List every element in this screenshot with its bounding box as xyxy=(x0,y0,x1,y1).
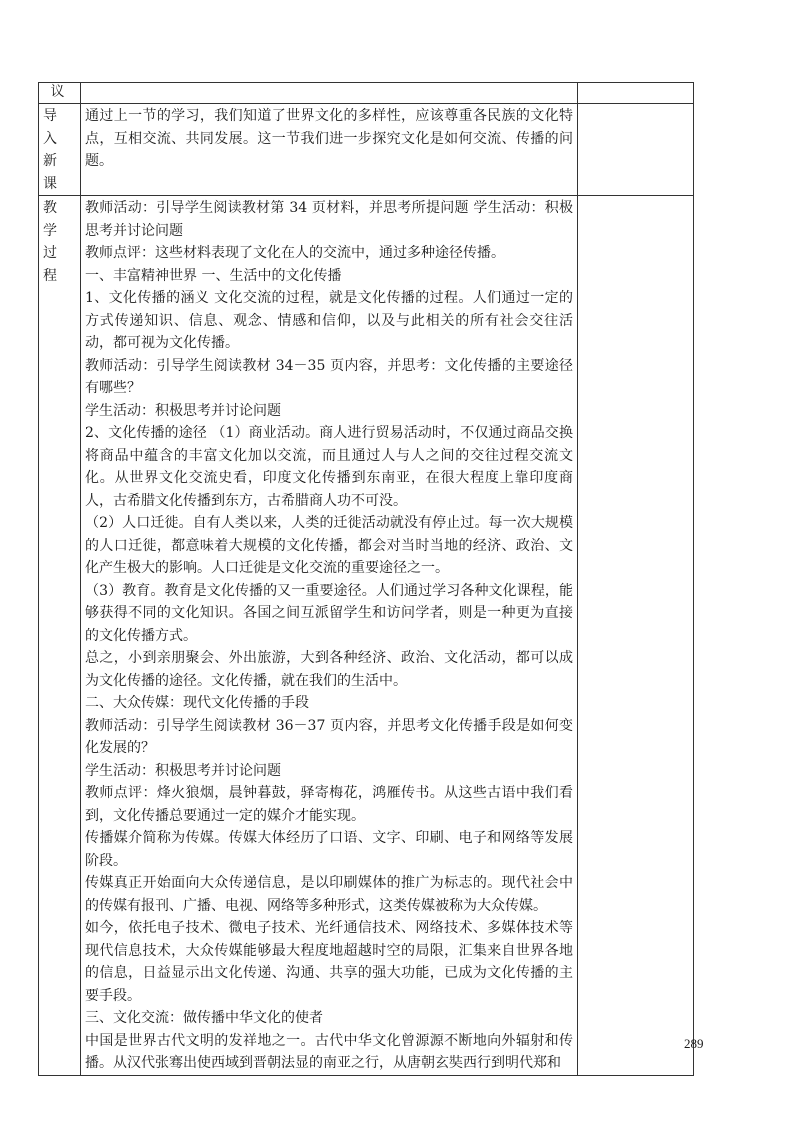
top-row-content xyxy=(81,83,578,104)
table-row-process xyxy=(39,196,694,1076)
process-paragraph: 1、文化传播的涵义 文化交流的过程，就是文化传播的过程。人们通过一定的方式传递知识、信息、观念、情感和信仰，以及与此相关的所有社会交往活动，都可视为文化传播。 xyxy=(85,290,573,351)
row-label-process: 教学过程 xyxy=(39,196,81,1076)
process-paragraph: 传媒真正开始面向大众传递信息，是以印刷媒体的推广为标志的。现代社会中的传媒有报刊、广播、电视、网络等多种形式，这类传媒被称为大众传媒。 xyxy=(85,875,573,914)
section-heading: 一、丰富精神世界 一、生活中的文化传播 xyxy=(85,267,342,284)
intro-paragraph: 通过上一节的学习，我们知道了世界文化的多样性，应该尊重各民族的文化特点，互相交流、共同发展。这一节我们进一步探究文化是如何交流、传播的问题。 xyxy=(85,108,573,169)
process-paragraph: （2）人口迁徙。自有人类以来，人类的迁徙活动就没有停止过。每一次大规模的人口迁徙，都意味着大规模的文化传播，都会对当时当地的经济、政治、文化产生极大的影响。人口迁徙是文化交流的重要途径之一。 xyxy=(85,515,573,576)
process-paragraph: 如今，依托电子技术、微电子技术、光纤通信技术、网络技术、多媒体技术等现代信息技术，大众传媒能够最大程度地超越时空的局限，汇集来自世界各地的信息，日益显示出文化传递、沟通、共享的强大功能，已成为文化传播的主要手段。 xyxy=(85,920,573,1004)
table-row-top xyxy=(39,83,694,104)
process-paragraph: 中国是世界古代文明的发祥地之一。古代中华文化曾源源不断地向外辐射和传播。从汉代张骞出使西域到晋朝法显的南亚之行，从唐朝玄奘西行到明代郑和 xyxy=(85,1032,573,1071)
section-heading: 二、大众传媒：现代文化传播的手段 xyxy=(85,695,309,711)
top-row-notes xyxy=(578,83,694,104)
intro-content xyxy=(81,104,578,196)
process-paragraph: （3）教育。教育是文化传播的又一重要途径。人们通过学习各种文化课程，能够获得不同的文化知识。各国之间互派留学生和访问学者，则是一种更为直接的文化传播方式。 xyxy=(85,582,573,644)
lesson-plan-table xyxy=(38,82,694,1076)
page-number: 289 xyxy=(684,1036,704,1051)
process-paragraph: 学生活动：积极思考并讨论问题 xyxy=(85,762,281,779)
process-paragraph: 教师点评：这些材料表现了文化在人的交流中，通过多种途径传播。 xyxy=(85,245,505,261)
process-paragraph: 教师活动：引导学生阅读教材 36－37 页内容，并思考文化传播手段是如何变化发展的？ xyxy=(85,717,573,756)
intro-notes xyxy=(578,104,694,196)
process-paragraph: 总之，小到亲朋聚会、外出旅游，大到各种经济、政治、文化活动，都可以成为文化传播的途径。文化传播，就在我们的生活中。 xyxy=(85,650,573,689)
process-paragraph: 2、文化传播的途径 （1）商业活动。商人进行贸易活动时，不仅通过商品交换将商品中蕴含的丰富文化加以交流，而且通过人与人之间的交往过程交流文化。从世界文化交流史看，印度文化传播到东南亚，在很大程度上靠印度商人，古希腊文化传播到东方，古希腊商人功不可没。 xyxy=(85,425,573,509)
row-label-discussion: 议 xyxy=(39,83,81,104)
process-notes xyxy=(578,196,694,1076)
process-paragraph: 教师点评：烽火狼烟，晨钟暮鼓，驿寄梅花，鸿雁传书。从这些古语中我们看到，文化传播总要通过一定的媒介才能实现。 xyxy=(85,785,573,824)
process-paragraph: 传播媒介简称为传媒。传媒大体经历了口语、文字、印刷、电子和网络等发展阶段。 xyxy=(85,830,573,869)
process-content xyxy=(81,196,578,1076)
process-paragraph: 学生活动：积极思考并讨论问题 xyxy=(85,402,281,419)
table-row-intro xyxy=(39,104,694,196)
row-label-intro: 导入新课 xyxy=(39,104,81,196)
process-paragraph: 教师活动：引导学生阅读教材 34－35 页内容，并思考：文化传播的主要途径有哪些？ xyxy=(85,357,573,396)
process-paragraph: 教师活动：引导学生阅读教材第 34 页材料，并思考所提问题 学生活动：积极思考并讨论问题 xyxy=(85,200,573,239)
section-heading: 三、文化交流：做传播中华文化的使者 xyxy=(85,1010,323,1026)
